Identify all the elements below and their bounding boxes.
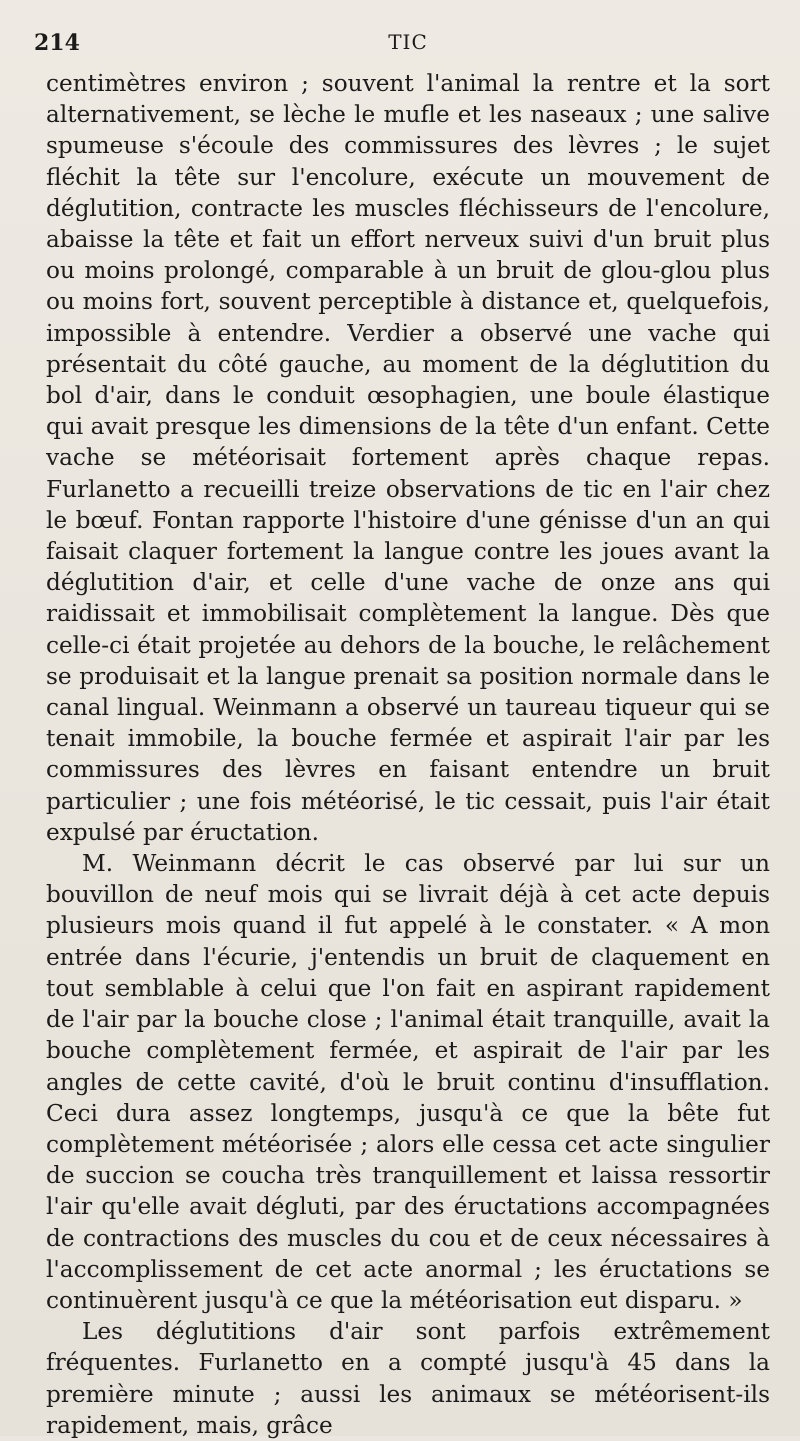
page-header [34,28,770,68]
body-text [46,68,770,1441]
paragraph-weinmann-case: M. Weinmann décrit le cas observé par lui sur un bouvillon de neuf mois qui se livrait déjà à cet acte depuis plusieurs mois quand il fut appelé à le constater. « A mon entrée dans l'écurie, j'entendis un bruit de claquement en tout semblable à celui que l'on fait en aspirant rapidement de l'air par la bouche close ; l'animal était tranquille, avait la bouche complètement fermée, et aspirait de l'air par les angles de cette cavité, d'où le bruit continu d'insufflation. Ceci dura assez longtemps, jusqu'à ce que la bête fut complètement météorisée ; alors elle cessa cet acte singulier de succion se coucha très tranquillement et laissa ressortir l'air qu'elle avait dégluti, par des éructations accompagnées de contractions des muscles du cou et de ceux nécessaires à l'accomplissement de cet acte anormal ; les éructations se continuèrent jusqu'à ce que la météorisation eut disparu. » [46,850,770,1314]
page-number: 214 [34,30,80,56]
running-head: TIC [388,30,428,54]
paragraph-continued: centimètres environ ; souvent l'animal la rentre et la sort alternativement, se lèche le mufle et les naseaux ; une salive spumeuse s'écoule des commissures des lèvres ; le sujet fléchit la tête sur l'encolure, exécute un mouvement de déglutition, contracte les muscles fléchisseurs de l'encolure, abaisse la tête et fait un effort nerveux suivi d'un bruit plus ou moins prolongé, comparable à un bruit de glou-glou plus ou moins fort, souvent perceptible à distance et, quelquefois, impossible à entendre. Verdier a observé une vache qui présentait du côté gauche, au moment de la déglutition du bol d'air, dans le conduit œsophagien, une boule élastique qui avait presque les dimensions de la tête d'un enfant. Cette vache se météorisait fortement après chaque repas. Furlanetto a recueilli treize observations de tic en l'air chez le bœuf. Fontan rapporte l'histoire d'une génisse d'un an qui faisait claquer fortement la langue contre les joues avant la déglutition d'air, et celle d'une vache de onze ans qui raidissait et immobilisait complètement la langue. Dès que celle-ci était projetée au dehors de la bouche, le relâchement se produisait et la langue prenait sa position normale dans le canal lingual. Weinmann a observé un taureau tiqueur qui se tenait immobile, la bouche fermée et aspirait l'air par les commissures des lèvres en faisant entendre un bruit particulier ; une fois météorisé, le tic cessait, puis l'air était expulsé par éructation. [46,70,770,846]
paragraph-air-swallowing-frequency: Les déglutitions d'air sont parfois extrêmement fréquentes. Furlanetto en a compté jusqu'à 45 dans la première minute ; aussi les animaux se météorisent-ils rapidement, mais, grâce [46,1318,770,1439]
